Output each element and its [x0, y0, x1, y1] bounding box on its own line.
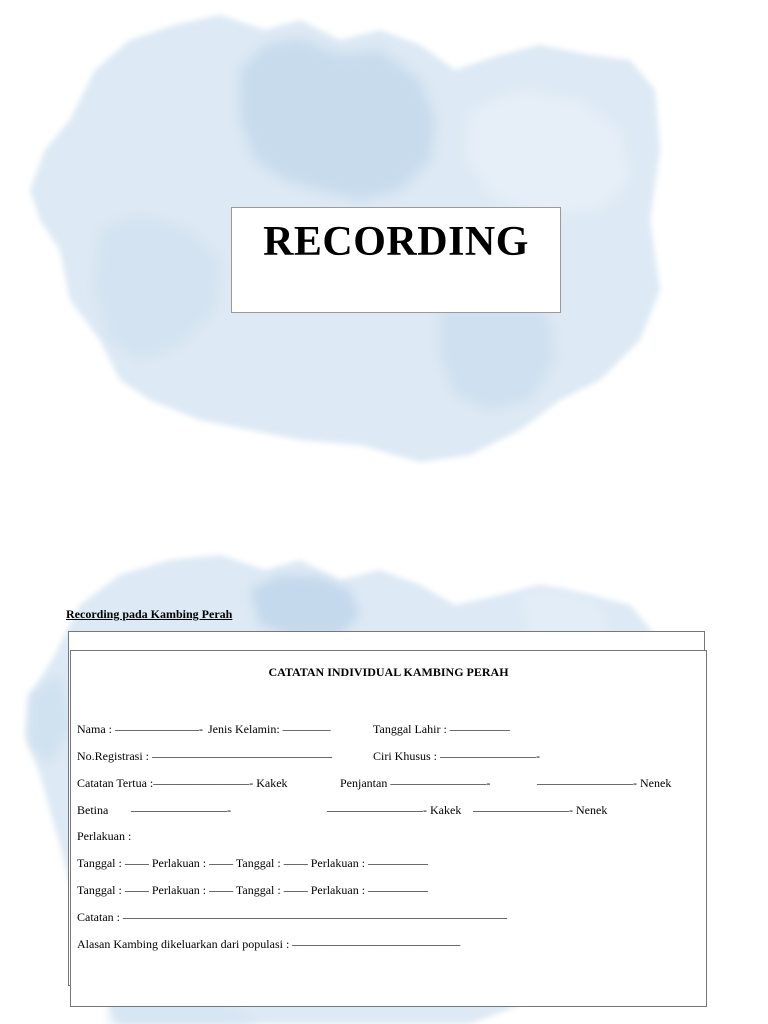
kakek-maternal-field[interactable]: ————————- Kakek: [327, 803, 462, 817]
tanggal-lahir-field[interactable]: Tanggal Lahir : —————: [373, 722, 510, 736]
section-heading: Recording pada Kambing Perah: [66, 607, 233, 621]
betina-field[interactable]: ————————-: [131, 803, 231, 817]
individual-record-form: [70, 650, 707, 1007]
jenis-kelamin-field[interactable]: Jenis Kelamin: ————: [208, 722, 331, 736]
no-registrasi-field[interactable]: No.Registrasi : ———————————————: [77, 749, 332, 763]
cover-title: RECORDING: [263, 219, 529, 265]
penjantan-field[interactable]: Penjantan ————————-: [340, 776, 491, 790]
treatment-row[interactable]: Tanggal : —— Perlakuan : —— Tanggal : —— Perlakuan : —————: [77, 856, 429, 870]
catatan-field[interactable]: Catatan : ————————————————————————————————: [77, 910, 507, 924]
nenek-maternal-field[interactable]: ————————- Nenek: [473, 803, 608, 817]
title-box: [231, 207, 561, 313]
nenek-paternal-field[interactable]: ————————- Nenek: [537, 776, 672, 790]
cover-page: [0, 0, 768, 465]
treatment-row[interactable]: Tanggal : —— Perlakuan : —— Tanggal : —— Perlakuan : —————: [77, 883, 429, 897]
form-page: [0, 545, 768, 1024]
ciri-khusus-field[interactable]: Ciri Khusus : ————————-: [373, 749, 541, 763]
nama-field[interactable]: Nama : ———————-: [77, 722, 203, 736]
catatan-tertua-field[interactable]: Catatan Tertua :————————- Kakek: [77, 776, 288, 790]
alasan-field[interactable]: Alasan Kambing dikeluarkan dari populasi : ——————————————: [77, 937, 461, 951]
perlakuan-label: Perlakuan :: [77, 829, 132, 843]
form-title: CATATAN INDIVIDUAL KAMBING PERAH: [268, 665, 509, 679]
betina-label: Betina: [77, 803, 109, 817]
